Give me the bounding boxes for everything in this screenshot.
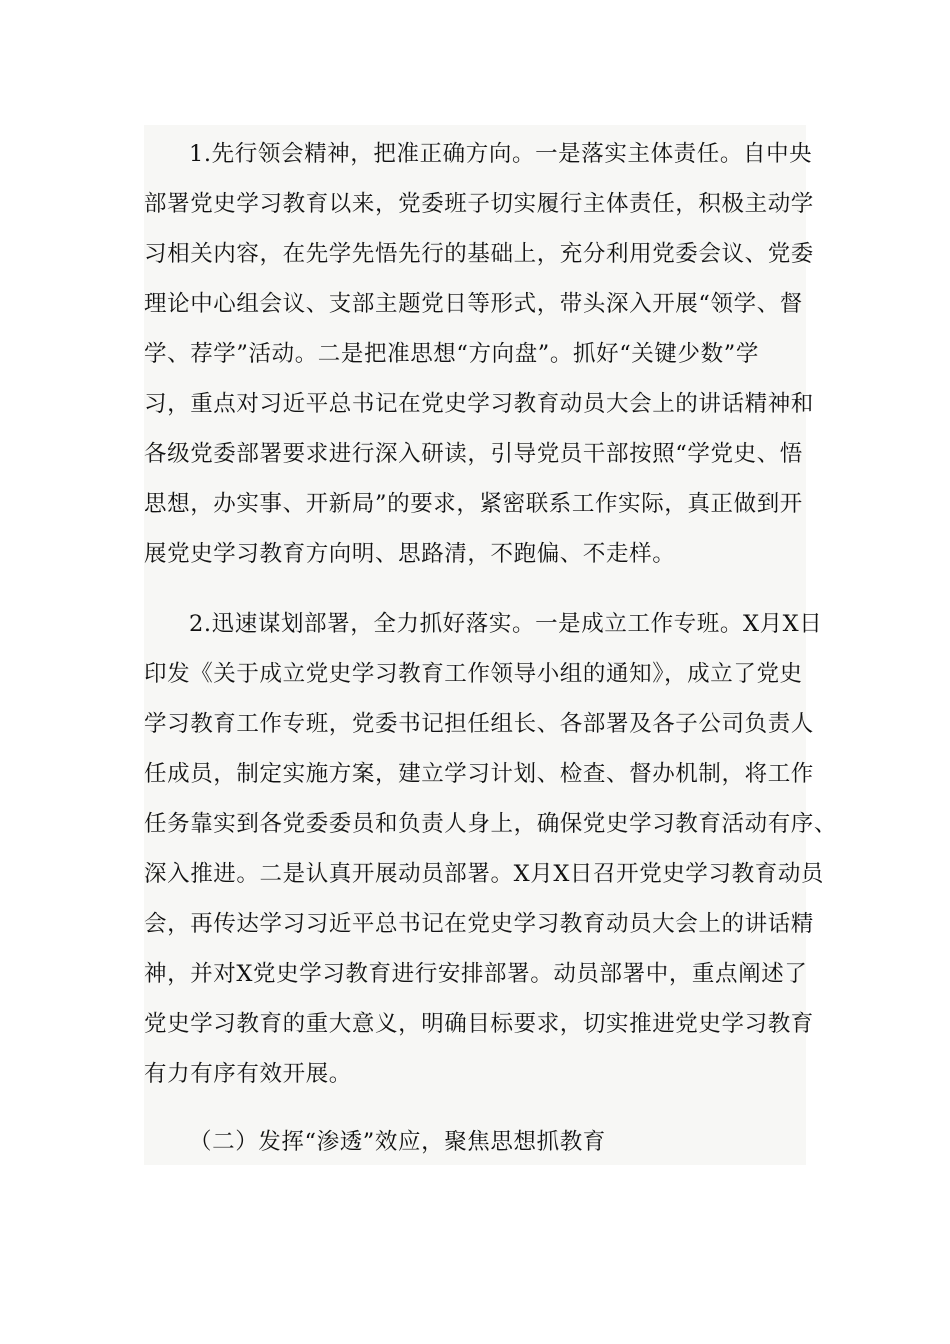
paragraph-line: 印发《关于成立党史学习教育工作领导小组的通知》，成立了党史	[144, 661, 803, 687]
paragraph-line: 学习教育工作专班，党委书记担任组长、各部署及各子公司负责人	[144, 711, 814, 737]
paragraph-line: 2.迅速谋划部署，全力抓好落实。一是成立工作专班。X月X日	[189, 611, 823, 637]
paragraph-line: 思想，办实事、开新局”的要求，紧密联系工作实际，真正做到开	[144, 491, 803, 517]
paragraph-line: 理论中心组会议、支部主题党日等形式，带头深入开展“领学、督	[144, 291, 803, 317]
paragraph-line: 展党史学习教育方向明、思路清，不跑偏、不走样。	[144, 541, 676, 567]
paragraph-line: 会，再传达学习习近平总书记在党史学习教育动员大会上的讲话精	[144, 911, 814, 937]
paragraph-line: 学、荐学”活动。二是把准思想“方向盘”。抓好“关键少数”学	[144, 341, 759, 367]
paragraph-line: 各级党委部署要求进行深入研读，引导党员干部按照“学党史、悟	[144, 441, 803, 467]
paragraph-line: 深入推进。二是认真开展动员部署。X月X日召开党史学习教育动员	[144, 861, 825, 887]
paragraph-line: 任成员，制定实施方案，建立学习计划、检查、督办机制，将工作	[144, 761, 814, 787]
paragraph-line: 习，重点对习近平总书记在党史学习教育动员大会上的讲话精神和	[144, 391, 814, 417]
paragraph-line: 习相关内容，在先学先悟先行的基础上，充分利用党委会议、党委	[144, 241, 814, 267]
paragraph-line: 神，并对X党史学习教育进行安排部署。动员部署中，重点阐述了	[144, 961, 808, 987]
paragraph-line: 部署党史学习教育以来，党委班子切实履行主体责任，积极主动学	[144, 191, 814, 217]
paragraph-line: 1.先行领会精神，把准正确方向。一是落实主体责任。自中央	[189, 141, 813, 167]
document-page	[144, 125, 838, 1165]
section-heading: （二）发挥“渗透”效应，聚焦思想抓教育	[189, 1129, 606, 1155]
paragraph-line: 有力有序有效开展。	[144, 1061, 352, 1087]
paragraph-line: 党史学习教育的重大意义，明确目标要求，切实推进党史学习教育	[144, 1011, 814, 1037]
paragraph-line: 任务靠实到各党委委员和负责人身上，确保党史学习教育活动有序、	[144, 811, 838, 837]
